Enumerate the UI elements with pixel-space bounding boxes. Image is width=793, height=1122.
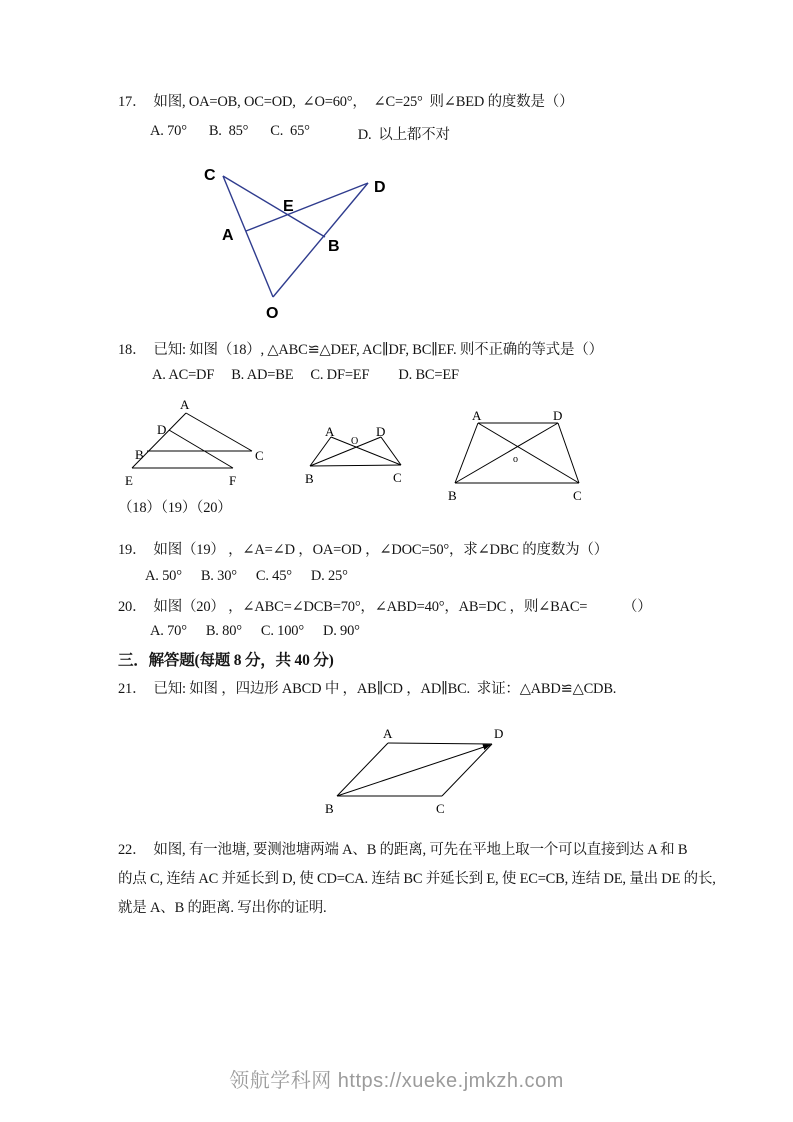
question-22-number: 22． — [118, 842, 147, 858]
option-a: A. 70° — [150, 123, 187, 139]
figure-q17-lines — [223, 176, 368, 297]
option-d: D. 以上都不对 — [357, 127, 450, 143]
question-19-text: 如图（19） ，∠A=∠D ，OA=OD ，∠DOC=50°，求∠DBC 的度数为（） — [153, 542, 608, 558]
vertex-label-e: E — [125, 473, 133, 488]
question-22-text-1: 如图, 有一池塘, 要测池塘两端 A、B 的距离, 可先在平地上取一个可以直接到达 A 和 B — [153, 842, 688, 858]
question-20-text: 如图（20） ，∠ABC=∠DCB=70°，∠ABD=40°，AB=DC ，则∠BAC= （） — [153, 599, 652, 615]
vertex-label-a: A — [180, 397, 190, 412]
vertex-label-c: C — [436, 801, 445, 816]
vertex-label-d: D — [553, 408, 563, 423]
option-c: C. DF=EF — [310, 367, 370, 383]
option-c: C. 65° — [270, 123, 310, 139]
vertex-label-o: O — [351, 436, 359, 447]
question-18-number: 18． — [118, 342, 147, 358]
section-3-header: 三．解答题(每题 8 分，共 40 分) — [118, 652, 334, 669]
question-20-number: 20． — [118, 599, 147, 615]
question-20-stem — [118, 595, 652, 616]
question-17-number: 17． — [118, 94, 147, 110]
vertex-label-f: F — [229, 473, 237, 488]
question-18-text: 已知: 如图（18）, △ABC≌△DEF, AC∥DF, BC∥EF. 则不正确的等式是（） — [153, 342, 603, 358]
vertex-label-o: O — [266, 305, 279, 322]
option-c: C. 45° — [255, 568, 292, 584]
option-b: B. AD=BE — [231, 367, 294, 383]
option-a: A. 50° — [145, 568, 182, 584]
vertex-label-c: C — [255, 448, 264, 463]
vertex-label-c: C — [393, 470, 402, 485]
option-d: D. BC=EF — [398, 367, 459, 383]
question-19-number: 19． — [118, 542, 147, 558]
vertex-label-a: A — [325, 424, 335, 439]
question-19-options — [145, 568, 348, 585]
vertex-label-a: A — [222, 227, 234, 244]
vertex-label-b: B — [305, 471, 314, 486]
vertex-label-c: C — [573, 488, 582, 503]
vertex-label-e: E — [283, 198, 294, 215]
question-22-line-3: 就是 A、B 的距离. 写出你的证明. — [118, 900, 327, 916]
question-22-line-1 — [118, 838, 687, 859]
option-d: D. 25° — [310, 568, 348, 584]
question-17-text: 如图, OA=OB, OC=OD, ∠O=60°， ∠C=25° 则∠BED 的度数是（） — [153, 94, 574, 110]
watermark-footer: 领航学科网 https://xueke.jmkzh.com — [229, 1070, 564, 1092]
vertex-label-c: C — [204, 167, 216, 184]
option-a: A. AC=DF — [152, 367, 215, 383]
figure-q21 — [315, 718, 515, 820]
question-17-options — [150, 123, 450, 144]
question-18-stem — [118, 338, 603, 359]
vertex-label-a: A — [472, 408, 482, 423]
option-b: B. 80° — [205, 623, 242, 639]
vertex-label-d: D — [157, 422, 167, 437]
figures-caption: （18）（19）（20） — [118, 500, 232, 516]
figure-q17 — [195, 160, 407, 322]
question-18-options — [152, 367, 459, 384]
option-a: A. 70° — [150, 623, 187, 639]
figure-18-lines — [132, 413, 252, 468]
option-b: B. 85° — [208, 123, 249, 139]
question-21-text: 已知: 如图 ，四边形 ABCD 中 ，AB∥CD ，AD∥BC. 求证：△ABD≌△CDB. — [153, 681, 617, 697]
question-17-stem — [118, 90, 573, 111]
vertex-label-b: B — [328, 238, 340, 255]
vertex-label-b: B — [448, 488, 457, 503]
vertex-label-b: B — [325, 801, 334, 816]
vertex-label-a: A — [383, 726, 393, 741]
question-22-line-2: 的点 C, 连结 AC 并延长到 D, 使 CD=CA. 连结 BC 并延长到 E, 使 EC=CB, 连结 DE, 量出 DE 的长, — [118, 871, 716, 887]
figure-q21-lines — [337, 743, 492, 796]
option-b: B. 30° — [200, 568, 237, 584]
vertex-label-d: D — [374, 179, 386, 196]
option-c: C. 100° — [260, 623, 304, 639]
option-d: D. 90° — [322, 623, 360, 639]
question-21-number: 21． — [118, 681, 147, 697]
vertex-label-d: D — [494, 726, 504, 741]
vertex-label-b: B — [135, 447, 144, 462]
figure-20-lines — [455, 423, 579, 483]
question-21-stem — [118, 677, 616, 698]
center-label-o: o — [513, 454, 518, 465]
figures-18-19-20 — [110, 396, 610, 506]
question-20-options — [150, 623, 360, 640]
vertex-label-d: D — [376, 424, 386, 439]
question-19-stem — [118, 538, 608, 559]
